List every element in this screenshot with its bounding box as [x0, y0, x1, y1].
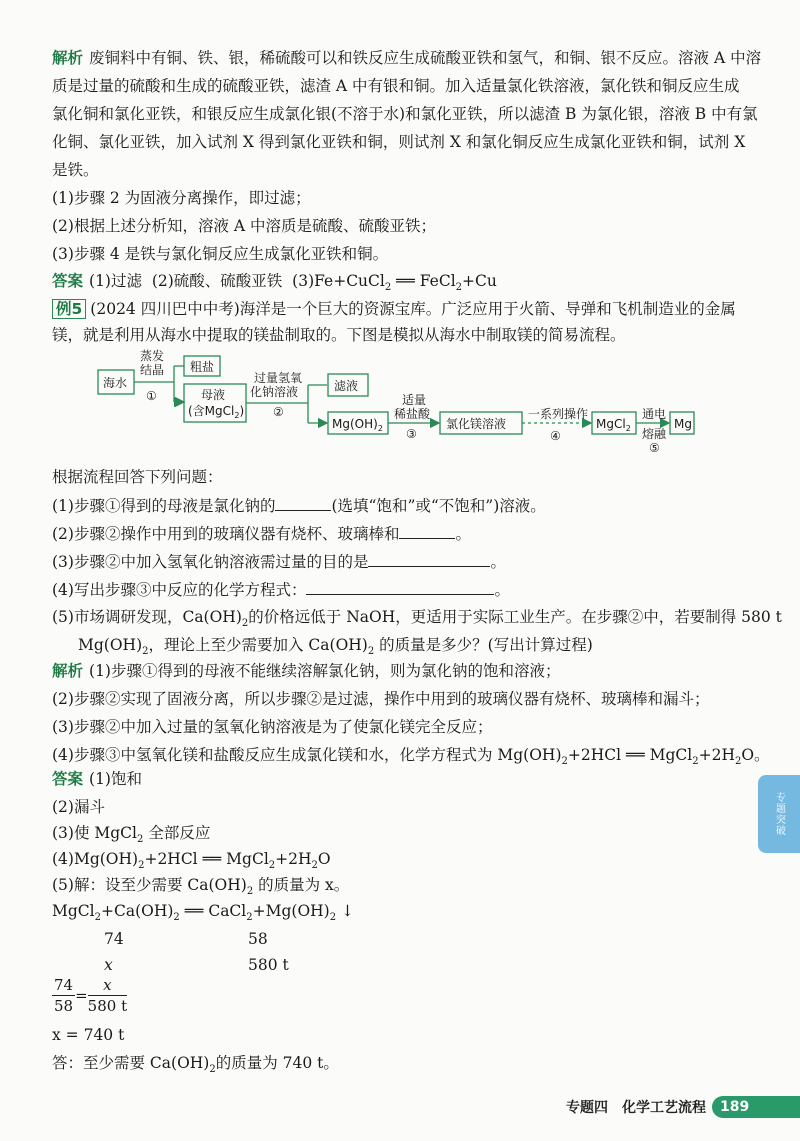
analysis2-line: (2)步骤②实现了固液分离，所以步骤②是过滤，操作中用到的玻璃仪器有烧杯、玻璃棒和漏斗；: [52, 690, 710, 708]
analysis-line: 氯化铜和氯化亚铁，和银反应生成氯化银(不溶于水)和氯化亚铁，所以滤渣 B 为氯化银，溶液 B 中有氯: [52, 105, 758, 123]
equation: $MgCl_2+Ca(OH)_2$ ══ $CaCl_2+Mg(OH)_2$ ↓: [52, 902, 355, 924]
example-tag: 例5: [52, 299, 86, 319]
label-ops: 一系列操作: [528, 407, 589, 421]
label-step2: ②: [273, 405, 284, 419]
chapter-title: 专题四 化学工艺流程: [566, 1100, 706, 1116]
analysis-line: (2)根据上述分析知，溶液 A 中溶质是硫酸、硫酸亚铁；: [52, 217, 437, 235]
label-naoh1: 过量氢氧: [254, 371, 303, 385]
answer2-line: (2)漏斗: [52, 798, 105, 816]
answer2-line: $(4)Mg(OH)_2+2HCl$ ══ $MgCl_2+2H_2O$: [52, 850, 331, 872]
page-footer: [566, 1095, 800, 1119]
text-mgoh: $Mg(OH)_2$: [332, 417, 383, 433]
analysis-line: 质是过量的硫酸和生成的硫酸亚铁，滤渣 A 中有银和铜。加入适量氯化铁溶液，氯化铁和铜反应生成: [52, 77, 740, 95]
known-mass: 580 t: [248, 956, 289, 974]
analysis2-line: (4)步骤③中氢氧化镁和盐酸反应生成氯化镁和水，化学方程式为 $Mg(OH)_2+2HCl$ ══ $MgCl_2+2H_2O$。: [52, 746, 770, 768]
molar-mass-1: 74: [104, 930, 124, 948]
text-mgcl-sol: 氯化镁溶液: [446, 417, 507, 431]
answer-line: 答案 (1)过滤 (2)硫酸、硫酸亚铁 (3)Fe+CuCl$_2$ ══ FeCl$_2$+Cu: [52, 272, 497, 294]
proportion: $\frac{74}{58}$ = $\frac{x}{580 t}$: [54, 976, 128, 1015]
label-hcl1: 适量: [402, 393, 427, 407]
label-naoh2: 化钠溶液: [250, 385, 299, 399]
question-5: (5)市场调研发现，$Ca(OH)_2$的价格远低于 NaOH，更适用于实际工业生产。在步骤②中，若要制得 580 t: [52, 608, 782, 630]
question-3: (3)步骤②中加入氢氧化钠溶液需过量的目的是 。: [52, 550, 506, 573]
text-seawater: 海水: [103, 376, 128, 390]
question-1: (1)步骤①得到的母液是氯化钠的 (选填“饱和”或“不饱和”)溶液。: [52, 494, 546, 517]
answer2-line: (5)解：设至少需要 $Ca(OH)_2$ 的质量为 x。: [52, 876, 350, 898]
question-4: (4)写出步骤③中反应的化学方程式： 。: [52, 578, 510, 601]
answer2-line: 答案 (1)饱和: [52, 770, 142, 788]
unknown-x: x: [104, 956, 113, 974]
question-5-cont: $Mg(OH)_2$，理论上至少需要加入 $Ca(OH)_2$ 的质量是多少？(写出计算过程): [78, 636, 593, 658]
label-step4: ④: [550, 429, 561, 443]
final-answer: 答：至少需要 $Ca(OH)_2$的质量为 740 t。: [52, 1054, 339, 1076]
label-elec1: 通电: [642, 407, 667, 421]
label-step3: ③: [406, 427, 417, 441]
analysis-line: (3)步骤 4 是铁与氯化铜反应生成氯化亚铁和铜。: [52, 245, 389, 263]
example-intro: 镁，就是利用从海水中提取的镁盐制取的。下图是模拟从海水中制取镁的简易流程。: [52, 326, 626, 344]
label-evap1: 蒸发: [140, 349, 165, 363]
label-step5: ⑤: [649, 441, 660, 455]
text-mgcl2: MgCl$_2$: [596, 417, 631, 433]
text-filtrate: 滤液: [334, 379, 359, 393]
analysis-line: (1)步骤 2 为固液分离操作，即过滤；: [52, 189, 311, 207]
text-mother2: (含MgCl$_2$): [188, 404, 245, 420]
text-mother1: 母液: [201, 388, 226, 402]
text-mg: Mg: [674, 417, 692, 431]
label-hcl2: 稀盐酸: [394, 407, 431, 421]
analysis2-line: (3)步骤②中加入过量的氢氧化钠溶液是为了使氯化镁完全反应；: [52, 718, 493, 736]
analysis-line: 化铜、氯化亚铁，加入试剂 X 得到氯化亚铁和铜，则试剂 X 和氯化铜反应生成氯化亚铁和铜，试剂 X: [52, 133, 746, 151]
analysis-line: 解析 废铜料中有铜、铁、银，稀硫酸可以和铁反应生成硫酸亚铁和氢气，和铜、银不反应。溶液 A 中溶: [52, 49, 762, 67]
label-elec2: 熔融: [642, 427, 667, 441]
result: x = 740 t: [52, 1026, 125, 1044]
text-crude: 粗盐: [190, 360, 215, 374]
label-evap2: 结晶: [140, 363, 165, 377]
question-intro: 根据流程回答下列问题：: [52, 468, 223, 486]
molar-mass-2: 58: [248, 930, 268, 948]
analysis-line: 是铁。: [52, 161, 99, 179]
page-number: 189: [712, 1096, 800, 1118]
flow-diagram: [90, 348, 710, 458]
label-step1: ①: [146, 389, 157, 403]
answer2-line: (3)使 MgCl$_2$ 全部反应: [52, 824, 211, 846]
side-tab[interactable]: 专题突破: [758, 775, 800, 853]
question-2: (2)步骤②操作中用到的玻璃仪器有烧杯、玻璃棒和 。: [52, 522, 471, 545]
example-intro: 例5 (2024 四川巴中中考)海洋是一个巨大的资源宝库。广泛应用于火箭、导弹和飞机制造业的金属: [52, 298, 736, 320]
analysis2-line: 解析 (1)步骤①得到的母液不能继续溶解氯化钠，则为氯化钠的饱和溶液；: [52, 662, 561, 680]
